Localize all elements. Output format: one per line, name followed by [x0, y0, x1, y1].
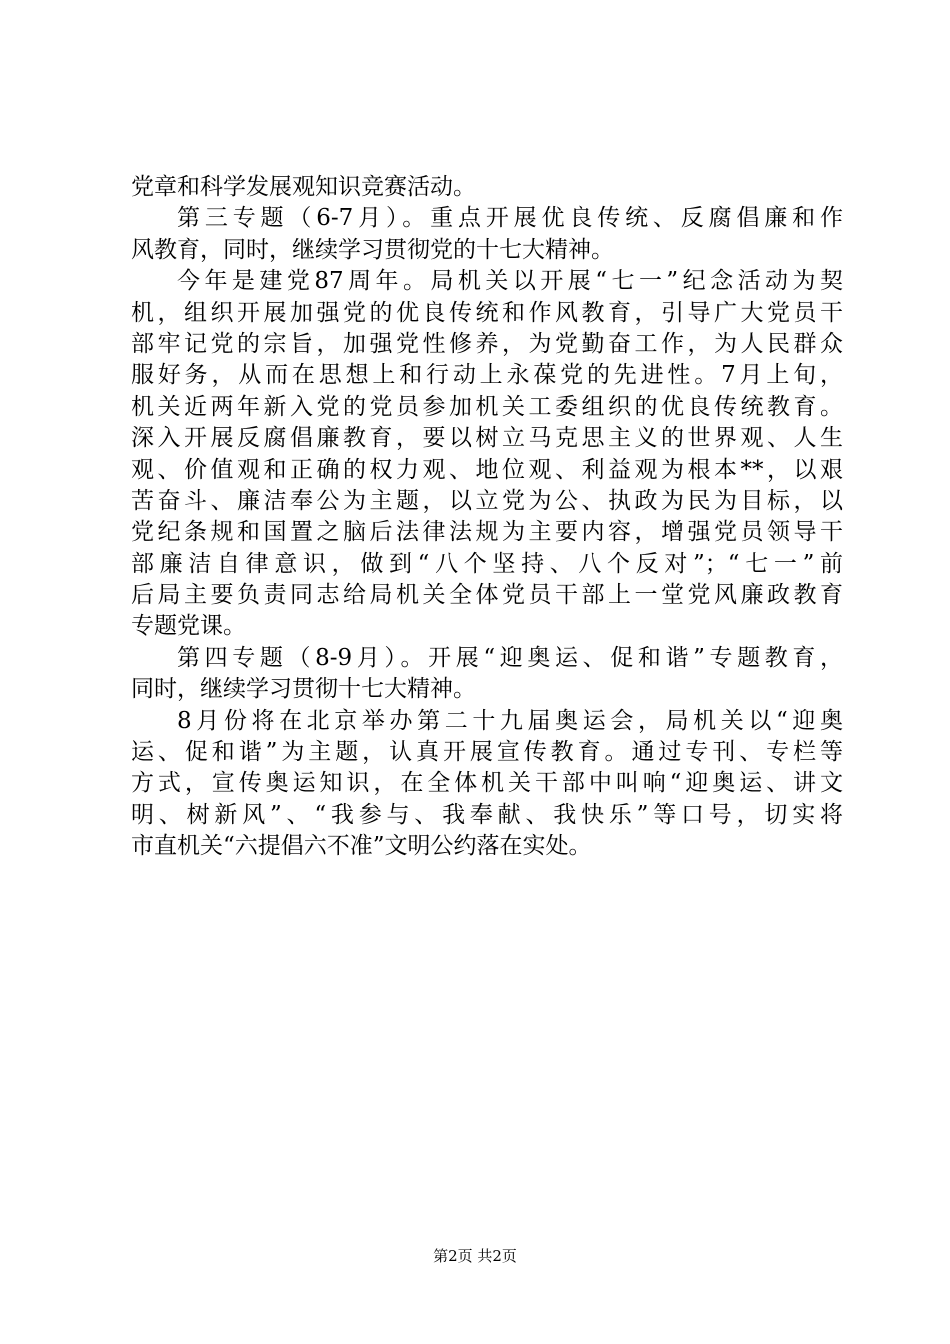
- text-line: 党纪条规和国置之脑后法律法规为主要内容，增强党员领导干: [131, 519, 843, 546]
- text-line: 机关近两年新入党的党员参加机关工委组织的优良传统教育。: [131, 393, 843, 420]
- page-number-footer: 第2页 共2页: [433, 1247, 517, 1265]
- text-line: 深入开展反腐倡廉教育，要以树立马克思主义的世界观、人生: [131, 425, 843, 452]
- text-line: 苦奋斗、廉洁奉公为主题，以立党为公、执政为民为目标，以: [131, 487, 843, 514]
- text-line: 服好务，从而在思想上和行动上永葆党的先进性。7月上旬，: [131, 362, 843, 389]
- paragraph-2: [131, 203, 843, 266]
- paragraph-3: [131, 266, 843, 643]
- text-line: 部牢记党的宗旨，加强党性修养，为党勤奋工作，为人民群众: [131, 330, 843, 357]
- text-line: 8月份将在北京举办第二十九届奥运会，局机关以“迎奥: [177, 707, 843, 734]
- text-line: 机，组织开展加强党的优良传统和作风教育，引导广大党员干: [131, 299, 843, 326]
- paragraph-1: [131, 172, 843, 203]
- text-line: 方式，宣传奥运知识，在全体机关干部中叫响“迎奥运、讲文: [131, 770, 843, 797]
- text-line: 部廉洁自律意识，做到“八个坚持、八个反对”；“七一”前: [131, 550, 843, 577]
- text-line: 风教育，同时，继续学习贯彻党的十七大精神。: [131, 236, 614, 263]
- text-line: 第四专题（8-9月）。开展“迎奥运、促和谐”专题教育，: [177, 644, 843, 671]
- text-line: 同时，继续学习贯彻十七大精神。: [131, 676, 476, 703]
- text-line: 市直机关“六提倡六不准”文明公约落在实处。: [131, 833, 592, 860]
- text-line: 第三专题（6-7月）。重点开展优良传统、反腐倡廉和作: [177, 205, 843, 232]
- text-line: 今年是建党87周年。局机关以开展“七一”纪念活动为契: [177, 268, 843, 295]
- text-line: 专题党课。: [131, 613, 246, 640]
- text-line: 后局主要负责同志给局机关全体党员干部上一堂党风廉政教育: [131, 582, 843, 609]
- paragraph-5: [131, 706, 843, 863]
- text-line: 观、价值观和正确的权力观、地位观、利益观为根本**，以艰: [131, 456, 843, 483]
- text-line: 明、树新风”、“我参与、我奉献、我快乐”等口号，切实将: [131, 801, 843, 828]
- text-line: 运、促和谐”为主题，认真开展宣传教育。通过专刊、专栏等: [131, 739, 843, 766]
- text-line: 党章和科学发展观知识竞赛活动。: [131, 174, 476, 200]
- paragraph-4: [131, 643, 843, 706]
- document-body: [131, 172, 843, 863]
